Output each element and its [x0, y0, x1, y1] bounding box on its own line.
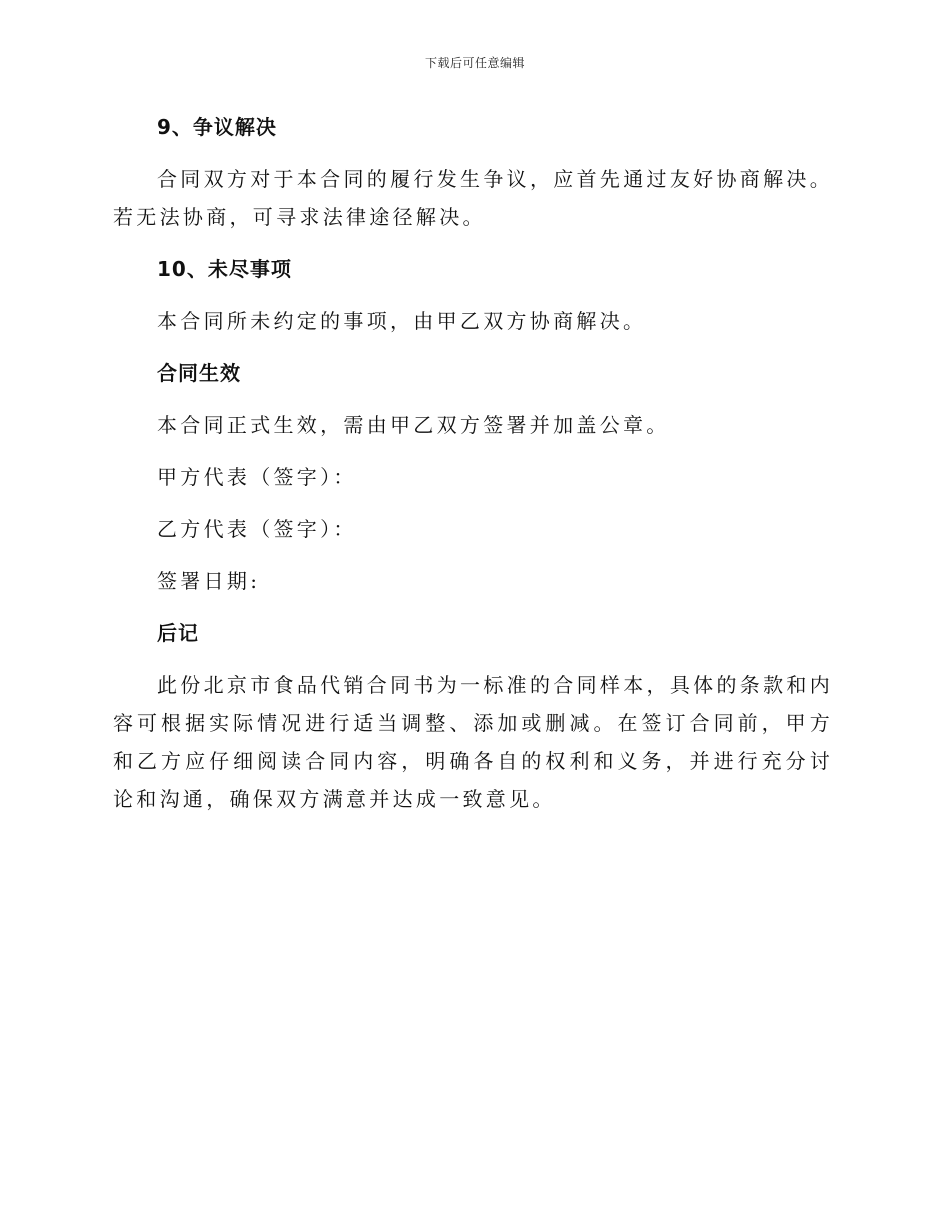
section-heading-postscript: 后记: [157, 621, 199, 645]
section-heading-unfinished: 10、未尽事项: [157, 257, 292, 281]
section-body-dispute: 合同双方对于本合同的履行发生争议，应首先通过友好协商解决。若无法协商，可寻求法律途径解决。: [113, 167, 833, 229]
header-note: 下载后可任意编辑: [424, 56, 525, 70]
document-body: [113, 108, 833, 832]
signing-date-line: 签署日期:: [157, 569, 261, 593]
section-body-effect: 本合同正式生效，需由甲乙双方签署并加盖公章。: [157, 413, 670, 437]
party-b-signature-line: 乙方代表（签字）：: [157, 517, 357, 541]
section-heading-dispute: 9、争议解决: [157, 115, 277, 139]
section-heading-effect: 合同生效: [157, 361, 241, 385]
section-body-postscript: 此份北京市食品代销合同书为一标准的合同样本，具体的条款和内容可根据实际情况进行适当调整、添加或删减。在签订合同前，甲方和乙方应仔细阅读合同内容，明确各自的权利和义务，并进行充分讨论和沟通，确保双方满意并达成一致意见。: [113, 673, 833, 811]
party-a-signature-line: 甲方代表（签字）：: [157, 465, 357, 489]
section-body-unfinished: 本合同所未约定的事项，由甲乙双方协商解决。: [157, 309, 647, 333]
